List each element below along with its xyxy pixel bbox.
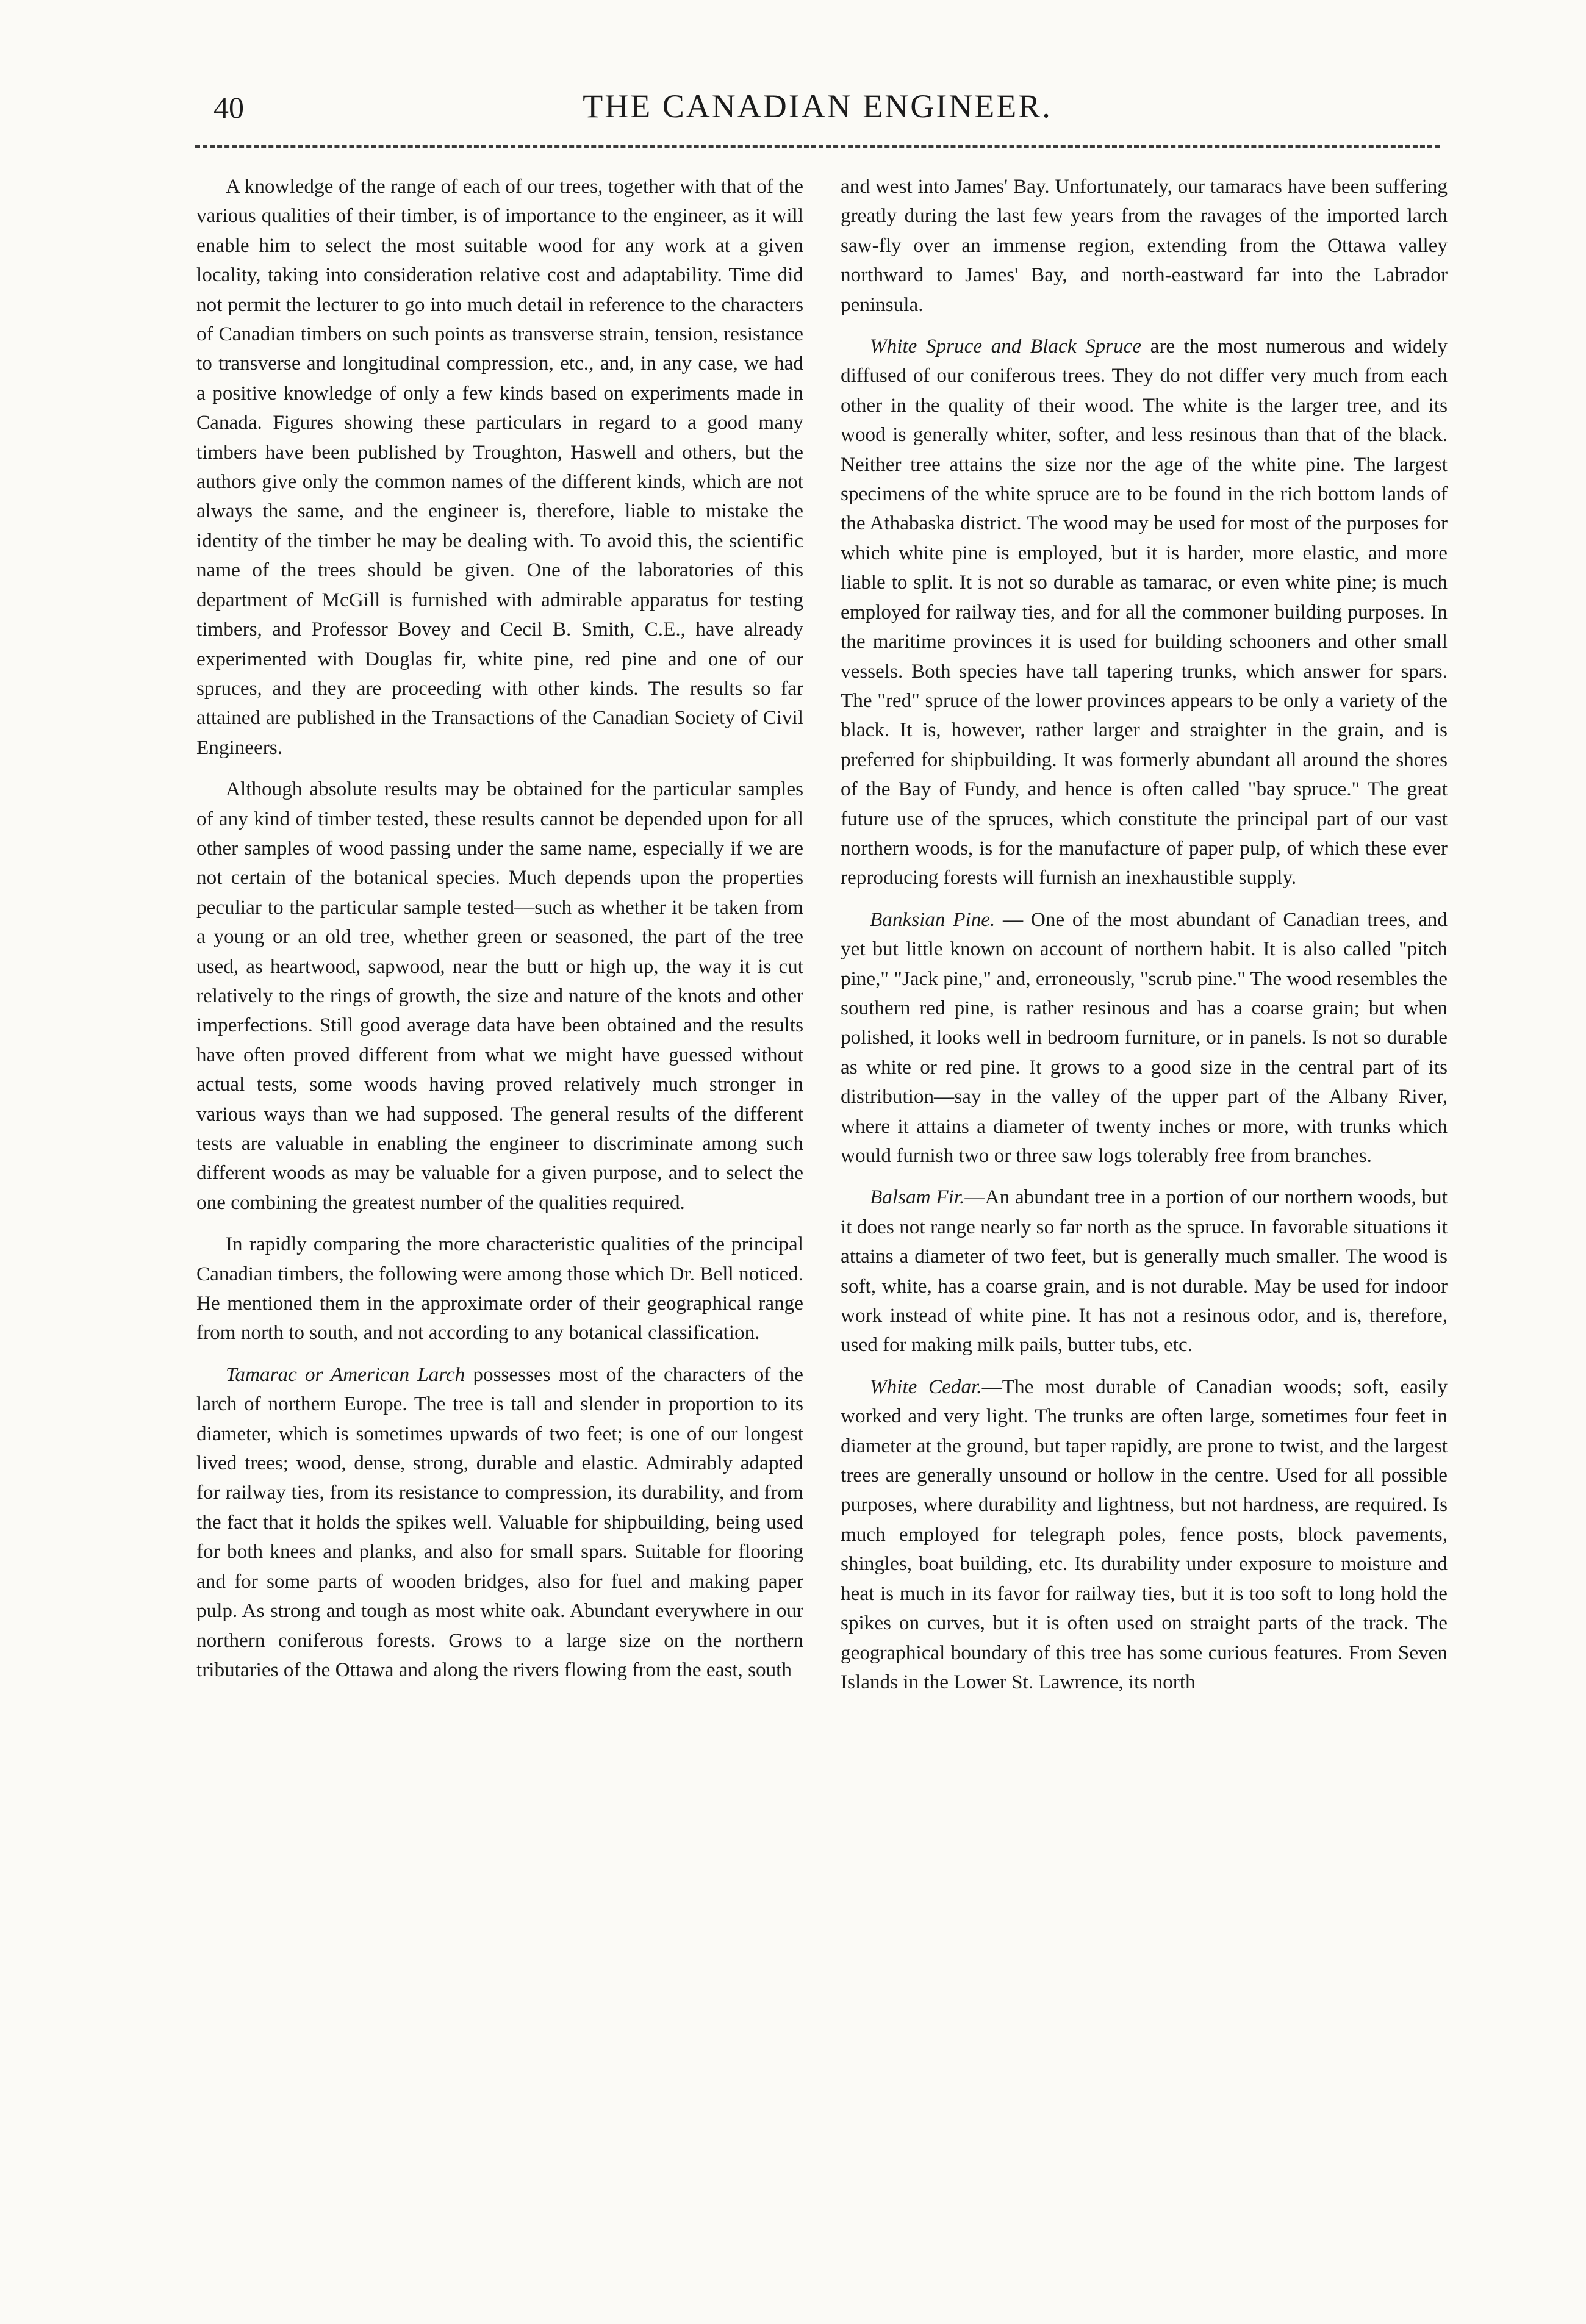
- page-header: [195, 82, 1440, 140]
- page-number: 40: [214, 90, 244, 124]
- banksian-pine-text: — One of the most abundant of Canadian trees, and yet but little known on account of northern habit. It is also called "pitch pine," "Jack pine," and, erroneously, "scrub pine." The wood resembles the southern red pine, is rather resinous and has a coarse grain; but when polished, it looks well in bedroom furniture, or in panels. Is not so durable as white or red pine. It grows to a good size in the central part of its distribution—say in the valley of the upper part of the Albany River, where it attains a diameter of twenty inches or more, with trunks which would furnish two or three saw logs tolerably free from branches.: [841, 908, 1448, 1167]
- paragraph-characteristic-qualities: In rapidly comparing the more characteristic qualities of the principal Canadian timbers, the following were among those which Dr. Bell noticed. He mentioned them in the approximate order of their geographical range from north to south, and not according to any botanical classification.: [196, 1233, 803, 1344]
- white-cedar-heading: White Cedar.: [870, 1375, 982, 1398]
- balsam-fir-text: —An abundant tree in a portion of our northern woods, but it does not range nearly so far north as the spruce. In favorable situations it attains a diameter of two feet, but is generally much smaller. The wood is soft, white, has a coarse grain, and is not durable. May be used for indoor work instead of white pine. It has not a resinous odor, and is, therefore, used for making milk pails, butter tubs, etc.: [841, 1186, 1448, 1357]
- banksian-pine-heading: Banksian Pine.: [870, 908, 996, 931]
- running-title: THE CANADIAN ENGINEER.: [583, 88, 1052, 124]
- paragraph-balsam-fir: [841, 1183, 1448, 1360]
- right-column: [841, 172, 1448, 1697]
- white-cedar-text: —The most durable of Canadian woods; soft, easily worked and very light. The trunks are often large, sometimes four feet in diameter at the ground, but taper rapidly, are prone to twist, and the largest trees are generally unsound or hollow in the centre. Used for all possible purposes, where durability and lightness, but not hardness, are required. Is much employed for telegraph poles, fence posts, block pavements, shingles, boat building, etc. Its durability under exposure to moisture and heat is much in its favor for railway ties, but it is too soft to long hold the spikes on curves, but it is often used on straight parts of the track. The geographical boundary of this tree has some curious features. From Seven Islands in the Lower St. Lawrence, its north: [841, 1375, 1448, 1693]
- balsam-fir-heading: Balsam Fir.: [870, 1186, 965, 1209]
- paragraph-white-cedar: [841, 1372, 1448, 1697]
- paragraph-banksian-pine: [841, 905, 1448, 1171]
- left-column: [196, 172, 803, 1685]
- paragraph-tamarac: [196, 1360, 803, 1685]
- paragraph-tamarac-continued: and west into James' Bay. Unfortunately, our tamaracs have been suffering greatly during the last few years from the ravages of the imported larch saw-fly over an immense region, extending from the Ottawa valley northward to James' Bay, and north-eastward far into the Labrador peninsula.: [841, 175, 1448, 316]
- spruce-text: are the most numerous and widely diffused of our coniferous trees. They do not differ very much from each other in the quality of their wood. The white is the larger tree, and its wood is generally whiter, softer, and less resinous than that of the black. Neither tree attains the size nor the age of the white pine. The largest specimens of the white spruce are to be found in the rich bottom lands of the Athabaska district. The wood may be used for most of the purposes for which white pine is employed, but it is harder, more elastic, and more liable to split. It is not so durable as tamarac, or even white pine; is much employed for railway ties, and for all the commoner building purposes. In the maritime provinces it is used for building schooners and other small vessels. Both species have tall tapering trunks, which answer for spars. The "red" spruce of the lower provinces appears to be only a variety of the black. It is, however, rather larger and straighter in the grain, and is preferred for shipbuilding. It was formerly abundant all around the shores of the Bay of Fundy, and hence is often called "bay spruce." The great future use of the spruces, which constitute the principal part of our vast northern woods, is for the manufacture of paper pulp, of which these ever reproducing forests will furnish an inexhaustible supply.: [841, 335, 1448, 889]
- paragraph-absolute-results: Although absolute results may be obtained for the particular samples of any kind of timber tested, these results cannot be depended upon for all other samples of wood passing under the same name, especially if we are not certain of the botanical species. Much depends upon the properties peculiar to the particular sample tested—such as whether it be taken from a young or an old tree, whether green or seasoned, the part of the tree used, as heartwood, sapwood, near the butt or high up, the way it is cut relatively to the rings of growth, the size and nature of the knots and other imperfections. Still good average data have been obtained and the results have often proved different from what we might have guessed without actual tests, some woods having proved relatively much stronger in various ways than we had supposed. The general results of the different tests are valuable in enabling the engineer to discriminate among such different woods as may be valuable for a given purpose, and to select the one combining the greatest number of the qualities required.: [196, 778, 803, 1214]
- paragraph-timber-knowledge: A knowledge of the range of each of our trees, together with that of the various qualities of their timber, is of importance to the engineer, as it will enable him to select the most suitable wood for any work at a given locality, taking into consideration relative cost and adaptability. Time did not permit the lecturer to go into much detail in reference to the characters of Canadian timbers on such points as transverse strain, tension, resistance to transverse and longitudinal compression, etc., and, in any case, we had a positive knowledge of only a few kinds based on experiments made in Canada. Figures showing these particulars in regard to a good many timbers have been published by Troughton, Haswell and others, but the authors give only the common names of the different kinds, which are not always the same, and the engineer is, therefore, liable to mistake the identity of the timber he may be dealing with. To avoid this, the scientific name of the trees should be given. One of the laboratories of this department of McGill is furnished with admirable apparatus for testing timbers, and Professor Bovey and Cecil B. Smith, C.E., have already experimented with Douglas fir, white pine, red pine and one of our spruces, and they are proceeding with other kinds. The results so far attained are published in the Transactions of the Canadian Society of Civil Engineers.: [196, 175, 803, 759]
- tamarac-text: possesses most of the characters of the larch of northern Europe. The tree is tall and slender in proportion to its diameter, which is sometimes upwards of two feet; is one of our longest lived trees; wood, dense, strong, durable and elastic. Admirably adapted for railway ties, from its resistance to compression, its durability, and from the fact that it holds the spikes well. Valuable for shipbuilding, being used for both knees and planks, and also for small spars. Suitable for flooring and for some parts of wooden bridges, also for fuel and making paper pulp. As strong and tough as most white oak. Abundant everywhere in our northern coniferous forests. Grows to a large size on the northern tributaries of the Ottawa and along the rivers flowing from the east, south: [196, 1363, 803, 1681]
- header-rule: [195, 145, 1440, 148]
- paragraph-spruce: [841, 332, 1448, 893]
- spruce-heading: White Spruce and Black Spruce: [870, 335, 1142, 358]
- tamarac-heading: Tamarac or American Larch: [226, 1363, 465, 1386]
